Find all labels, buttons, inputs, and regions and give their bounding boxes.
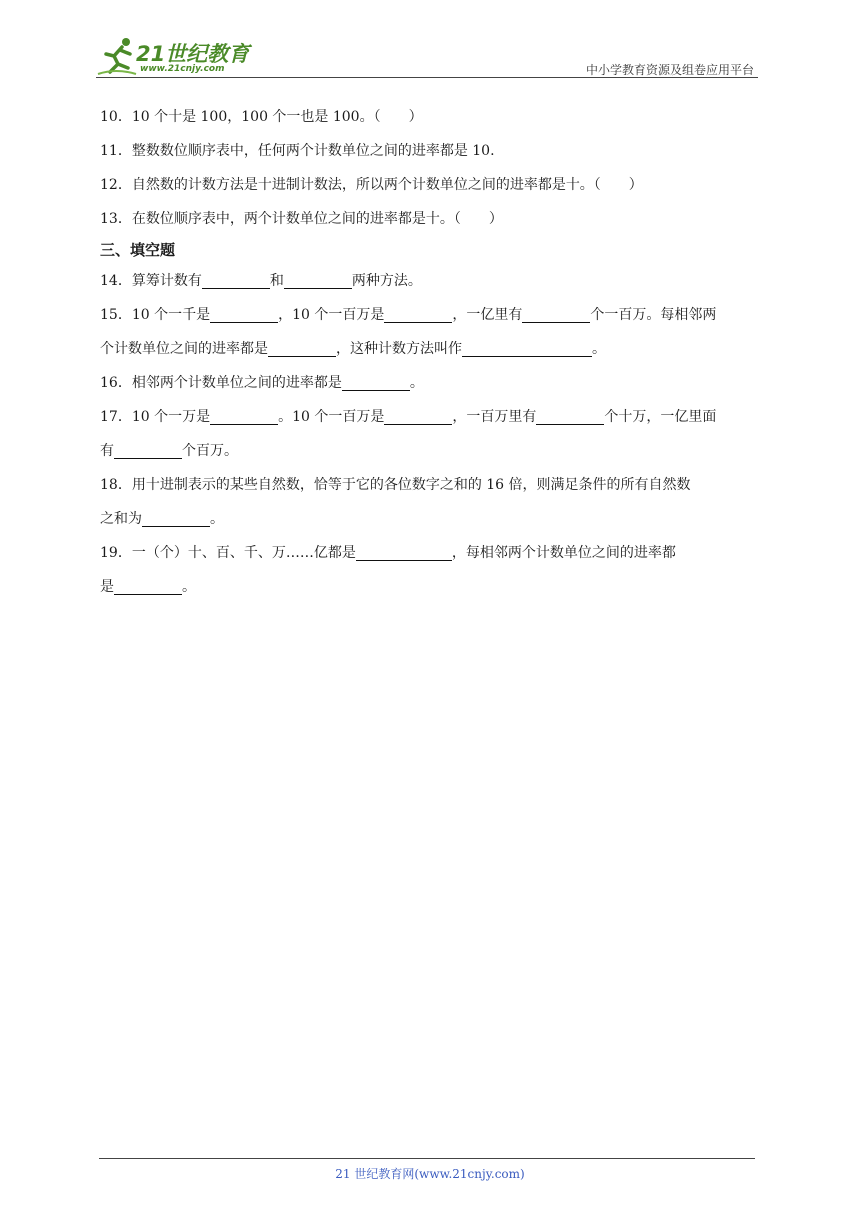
footer-divider: [99, 1158, 755, 1159]
answer-blank[interactable]: [384, 302, 452, 323]
footer-link[interactable]: 21 世纪教育网(www.21cnjy.com): [335, 1167, 525, 1181]
answer-blank[interactable]: [210, 404, 278, 425]
q14-text-c: 两种方法。: [351, 273, 422, 289]
answer-blank[interactable]: [342, 370, 410, 391]
question-18-line-1: 18．用十进制表示的某些自然数，恰等于它的各位数字之和的 16 倍，则满足条件的所有自然数: [100, 477, 691, 493]
page-header: [96, 34, 758, 78]
answer-blank[interactable]: [114, 438, 182, 459]
section-title-fill-blank: 三、填空题: [100, 241, 176, 259]
q17-text-e: 有: [100, 443, 114, 459]
runner-logo-icon: [96, 34, 140, 78]
q19-text-a: 19．一（个）十、百、千、万……亿都是: [100, 545, 356, 561]
platform-name: 中小学教育资源及组卷应用平台: [585, 63, 754, 77]
q14-text-b: 和: [269, 273, 284, 289]
question-17-line-1: [100, 400, 762, 434]
q15-text-g: 。: [592, 341, 606, 357]
question-15-line-2: [100, 332, 762, 366]
answer-blank[interactable]: [356, 540, 452, 561]
q17-text-a: 17．10 个一万是: [100, 409, 211, 425]
header-divider: [96, 77, 758, 78]
answer-blank[interactable]: [536, 404, 604, 425]
q17-text-c: ，一百万里有: [452, 409, 537, 425]
q17-text-b: 。10 个一百万是: [278, 409, 385, 425]
question-17-line-2: [100, 434, 762, 468]
question-10: 10．10 个十是 100，100 个一也是 100。（ ）: [100, 109, 423, 125]
q19-text-c: 是: [100, 579, 114, 595]
answer-blank[interactable]: [142, 506, 210, 527]
q18-text-c: 。: [210, 511, 224, 527]
question-18-line-2: [100, 502, 762, 536]
question-16: [100, 366, 762, 400]
q15-text-d: 个一百万。每相邻两: [590, 307, 717, 323]
answer-blank[interactable]: [114, 574, 182, 595]
q15-text-b: ，10 个一百万是: [278, 307, 385, 323]
q16-text-b: 。: [409, 375, 424, 391]
logo-title: 21世纪教育: [136, 42, 250, 66]
q16-text-a: 16．相邻两个计数单位之间的进率都是: [100, 375, 342, 391]
site-logo: [96, 34, 266, 78]
question-15-line-1: [100, 298, 762, 332]
question-14: [100, 264, 762, 298]
q15-text-e: 个计数单位之间的进率都是: [100, 341, 268, 357]
question-11: 11．整数数位顺序表中，任何两个计数单位之间的进率都是 10.: [100, 143, 495, 159]
answer-blank[interactable]: [384, 404, 452, 425]
answer-blank[interactable]: [268, 336, 336, 357]
question-12: 12．自然数的计数方法是十进制计数法，所以两个计数单位之间的进率都是十。（ ）: [100, 177, 643, 193]
q19-text-b: ，每相邻两个计数单位之间的进率都: [451, 545, 676, 561]
q18-text-b: 之和为: [100, 511, 142, 527]
answer-blank[interactable]: [462, 336, 592, 357]
q15-text-c: ，一亿里有: [452, 307, 523, 323]
question-19-line-1: [100, 536, 762, 570]
q15-text-a: 15．10 个一千是: [100, 307, 211, 323]
answer-blank[interactable]: [210, 302, 278, 323]
question-13: 13．在数位顺序表中，两个计数单位之间的进率都是十。（ ）: [100, 211, 503, 227]
answer-blank[interactable]: [522, 302, 590, 323]
answer-blank[interactable]: [202, 268, 270, 289]
q14-text-a: 14．算筹计数有: [100, 273, 202, 289]
logo-url: www.21cnjy.com: [140, 64, 225, 74]
question-19-line-2: [100, 570, 762, 604]
q19-text-d: 。: [182, 579, 196, 595]
q17-text-d: 个十万，一亿里面: [604, 409, 717, 425]
q17-text-f: 个百万。: [182, 443, 238, 459]
answer-blank[interactable]: [284, 268, 352, 289]
q15-text-f: ，这种计数方法叫作: [336, 341, 462, 357]
question-list: [100, 100, 762, 604]
